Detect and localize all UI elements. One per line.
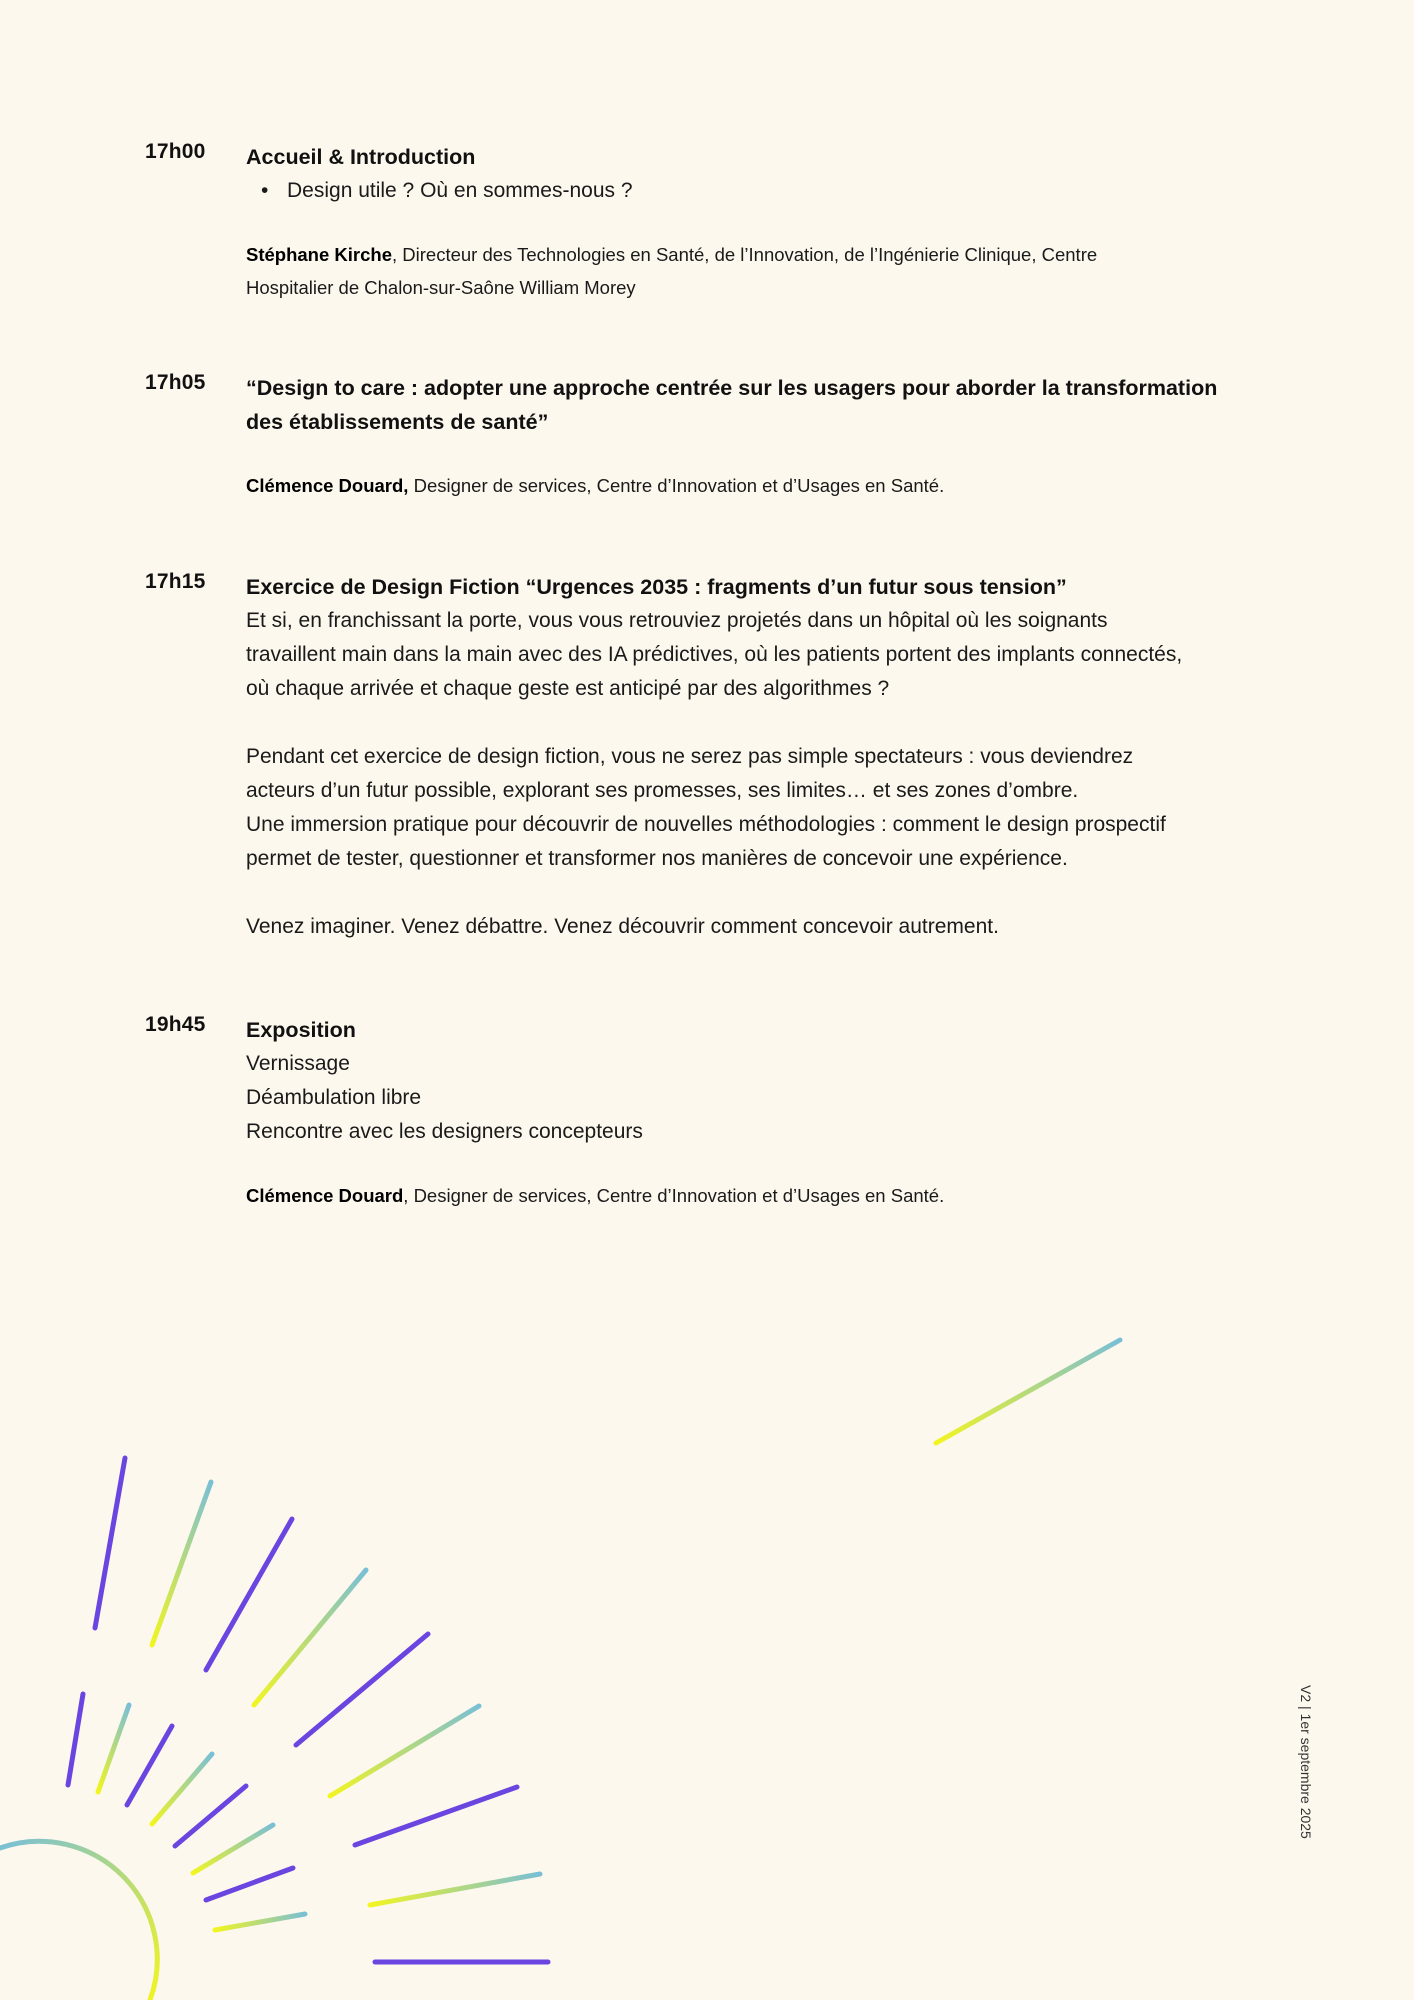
ray-line (175, 1786, 246, 1846)
session-title: Accueil & Introduction (246, 145, 476, 169)
ray-line (330, 1706, 479, 1796)
session-title: Exposition (246, 1018, 356, 1042)
bullet-icon: • (261, 179, 269, 202)
session-title-continued: des établissements de santé” (246, 410, 549, 434)
bullet-text: Design utile ? Où en sommes-nous ? (287, 179, 633, 202)
paragraph-line: travaillent main dans la main avec des IA prédictives, où les patients portent des implants connectés, (246, 643, 1183, 666)
session-title: Exercice de Design Fiction “Urgences 2035 : fragments d’un futur sous tension” (246, 575, 1067, 599)
ray-line (254, 1570, 366, 1705)
speaker-role: , Directeur des Technologies en Santé, de l’Innovation, de l’Ingénierie Clinique, Centre (392, 244, 1098, 265)
ray-line (936, 1340, 1120, 1443)
list-item: Déambulation libre (246, 1086, 422, 1109)
ray-line (98, 1705, 129, 1792)
ray-line (215, 1914, 305, 1930)
list-item: Rencontre avec les designers concepteurs (246, 1120, 643, 1143)
session-title: “Design to care : adopter une approche centrée sur les usagers pour aborder la transformation (246, 376, 1218, 400)
paragraph-line: Pendant cet exercice de design fiction, vous ne serez pas simple spectateurs : vous deviendrez (246, 745, 1134, 768)
paragraph-line: permet de tester, questionner et transformer nos manières de concevoir une expérience. (246, 847, 1068, 870)
paragraph-line: où chaque arrivée et chaque geste est anticipé par des algorithmes ? (246, 677, 890, 700)
speaker-role: , Designer de services, Centre d’Innovation et d’Usages en Santé. (403, 1185, 945, 1206)
session-time: 17h15 (145, 570, 206, 593)
sun-arc (0, 1841, 157, 2000)
speaker-name: Stéphane Kirche (246, 244, 392, 265)
ray-line (95, 1458, 125, 1628)
paragraph-line: Une immersion pratique pour découvrir de nouvelles méthodologies : comment le design prospectif (246, 813, 1166, 836)
session-time: 17h05 (145, 371, 206, 394)
paragraph-line: Et si, en franchissant la porte, vous vous retrouviez projetés dans un hôpital où les soignants (246, 609, 1108, 632)
ray-line (370, 1874, 540, 1905)
speaker-name: Clémence Douard, (246, 475, 409, 496)
list-item: Vernissage (246, 1052, 350, 1075)
ray-line (206, 1868, 293, 1900)
ray-line (68, 1694, 83, 1785)
paragraph-line: Venez imaginer. Venez débattre. Venez découvrir comment concevoir autrement. (246, 915, 999, 938)
speaker-name: Clémence Douard (246, 1185, 404, 1206)
ray-line (152, 1754, 212, 1824)
ray-line (127, 1726, 172, 1805)
speaker-role-continued: Hospitalier de Chalon-sur-Saône William Morey (246, 277, 636, 298)
speaker-role: Designer de services, Centre d’Innovation et d’Usages en Santé. (408, 475, 945, 496)
session-time: 17h00 (145, 140, 206, 163)
ray-line (355, 1787, 517, 1845)
session-time: 19h45 (145, 1013, 206, 1036)
version-label: V2 | 1er septembre 2025 (1298, 1685, 1314, 1839)
paragraph-line: acteurs d’un futur possible, explorant ses promesses, ses limites… et ses zones d’ombre. (246, 779, 1079, 802)
ray-line (206, 1519, 292, 1670)
ray-line (152, 1482, 211, 1645)
ray-line (193, 1825, 273, 1873)
ray-line (296, 1634, 428, 1745)
